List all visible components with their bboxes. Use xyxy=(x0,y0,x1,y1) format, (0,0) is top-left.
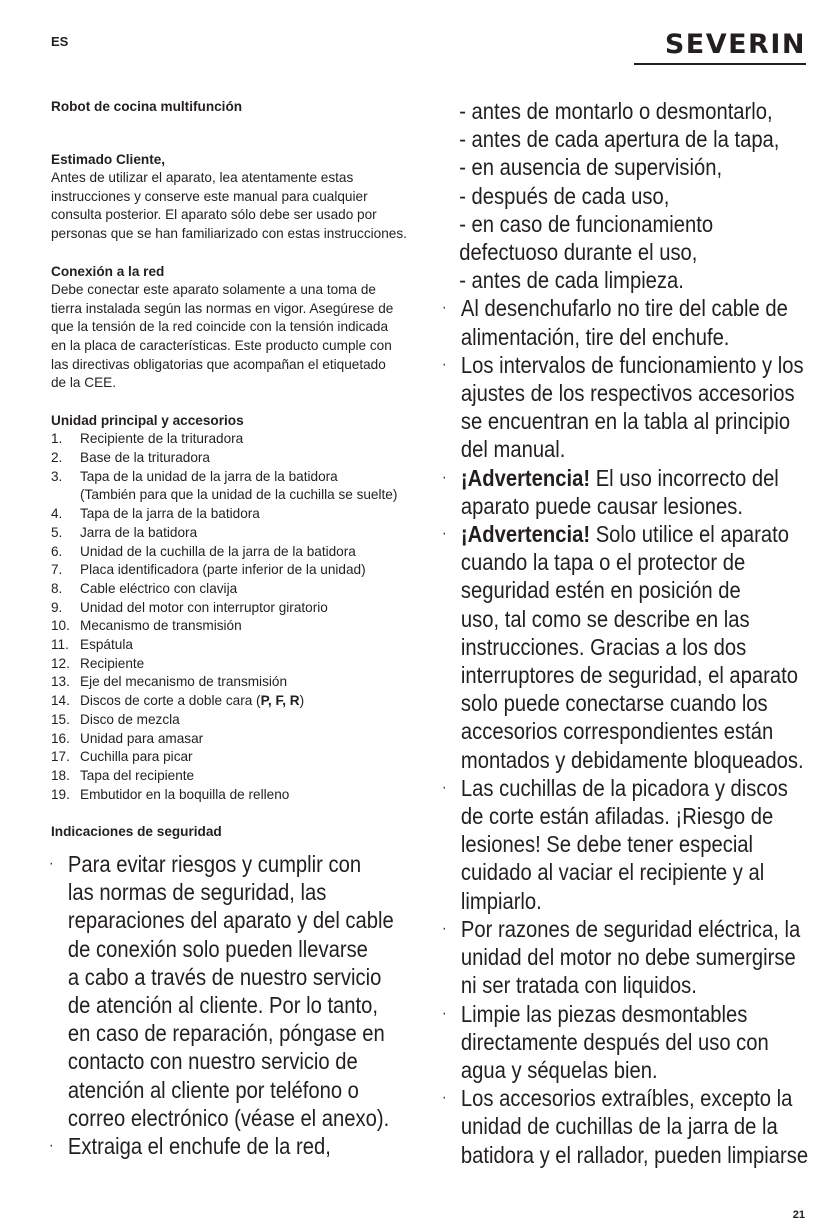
bullet-dot: · xyxy=(442,919,447,937)
bullet-dot: · xyxy=(442,355,447,373)
bullet-text xyxy=(461,294,833,350)
item-text xyxy=(80,580,421,599)
list-item xyxy=(51,561,421,580)
item-text xyxy=(80,748,421,767)
item-number: 6. xyxy=(51,543,63,559)
item-number: 19. xyxy=(51,786,70,802)
safety-heading: Indicaciones de seguridad xyxy=(51,824,222,840)
logo-underline xyxy=(634,63,806,65)
item-label: Tapa de la unidad de la jarra de la batidora (También para que la unidad de la cuchilla se suelte) xyxy=(80,468,398,503)
list-item xyxy=(51,692,421,711)
page-title: Robot de cocina multifunción xyxy=(51,99,243,114)
bullet-item xyxy=(442,464,833,520)
item-number: 14. xyxy=(51,693,70,709)
item-number: 5. xyxy=(51,524,63,540)
item-number: 15. xyxy=(51,711,70,727)
bullet-item xyxy=(49,1132,419,1160)
item-text xyxy=(80,524,421,543)
item-text xyxy=(80,767,421,786)
bullet-dot: · xyxy=(442,525,447,543)
item-label: Espátula xyxy=(80,637,133,653)
item-text xyxy=(80,599,421,618)
item-number: 3. xyxy=(51,468,63,484)
left-bullet-list xyxy=(49,850,419,1160)
item-text xyxy=(80,617,421,636)
list-item xyxy=(51,711,421,730)
left-column xyxy=(51,98,421,842)
brand-logo: SEVERIN xyxy=(664,29,806,60)
item-text xyxy=(80,543,421,562)
item-number: 13. xyxy=(51,674,70,690)
item-number: 16. xyxy=(51,730,70,746)
item-text xyxy=(80,711,421,730)
item-number: 9. xyxy=(51,599,63,615)
bullet-text xyxy=(461,1084,833,1169)
bullet-body: Los accesorios extraíbles, excepto la unidad de cuchillas de la jarra de la batidora y el rallador, pueden limpiarse xyxy=(460,1085,809,1168)
list-item xyxy=(51,599,421,618)
bullet-text xyxy=(68,850,419,1132)
item-label: Eje del mecanismo de transmisión xyxy=(80,674,288,690)
list-item xyxy=(51,730,421,749)
bullet-text xyxy=(461,915,833,1000)
parts-list xyxy=(51,430,421,804)
bullet-body: Para evitar riesgos y cumplir con las normas de seguridad, las reparaciones del aparato y del cable de conexión solo pueden llevarse a cabo a través de nuestro servicio de atención al cliente. Por lo tanto, en caso de reparación, póngase en contacto con nuestro servicio de atención al cliente por teléfono o correo electrónico (véase el anexo). xyxy=(67,851,394,1131)
item-label: Unidad para amasar xyxy=(80,730,204,746)
connection-text: Debe conectar este aparato solamente a una toma de tierra instalada según las normas en vigor. Asegúrese de que la tensión de la red coincide con la tensión indicada en la placa de características. Este producto cumple con las directivas obligatorias que acompañan el etiquetado de la CEE. xyxy=(51,282,394,391)
connection-heading: Conexión a la red xyxy=(51,263,165,279)
bullet-body: Por razones de seguridad eléctrica, la unidad del motor no debe sumergirse ni ser tratada con liquidos. xyxy=(460,915,801,999)
item-label: Jarra de la batidora xyxy=(80,524,198,540)
item-label: Discos de corte a doble cara ( xyxy=(80,693,261,709)
bullet-text xyxy=(461,351,833,464)
item-label: Embutidor en la boquilla de relleno xyxy=(80,786,290,802)
item-label: Tapa del recipiente xyxy=(80,767,195,783)
list-item xyxy=(51,543,421,562)
unplug-conditions: - antes de montarlo o desmontarlo, - antes de cada apertura de la tapa, - en ausencia de supervisión, - después de cada uso, - en caso de funcionamiento defectuoso durante el uso, - antes de cada limpieza. xyxy=(459,98,780,294)
warning-label: ¡Advertencia! xyxy=(460,521,591,548)
list-item xyxy=(51,617,421,636)
bullet-dot: · xyxy=(442,468,447,486)
page-number: 21 xyxy=(792,1209,805,1221)
list-item xyxy=(51,468,421,505)
item-text xyxy=(80,636,421,655)
item-text xyxy=(80,786,421,805)
item-text xyxy=(80,430,421,449)
list-item xyxy=(51,580,421,599)
item-number: 1. xyxy=(51,431,63,447)
item-bold-label: P, F, R xyxy=(260,693,300,709)
bullet-text xyxy=(68,1132,419,1160)
bullet-text xyxy=(461,464,833,520)
item-number: 2. xyxy=(51,450,63,466)
item-text xyxy=(80,468,421,505)
bullet-body: Los intervalos de funcionamiento y los ajustes de los respectivos accesorios se encuentran en la tabla al principio del manual. xyxy=(460,351,804,463)
bullet-item xyxy=(442,294,833,350)
bullet-body: Limpie las piezas desmontables directamente después del uso con agua y séquelas bien. xyxy=(460,1000,769,1083)
item-label: Unidad de la cuchilla de la jarra de la batidora xyxy=(80,543,356,559)
item-label: Unidad del motor con interruptor giratorio xyxy=(80,599,328,615)
bullet-item xyxy=(442,520,833,774)
item-label: Placa identificadora (parte inferior de la unidad) xyxy=(80,562,366,578)
safety-left-bullets xyxy=(49,850,479,1160)
bullet-item xyxy=(442,1000,833,1085)
bullet-dot: · xyxy=(49,1137,54,1155)
bullet-dot: · xyxy=(442,1004,447,1022)
item-label: Cable eléctrico con clavija xyxy=(80,580,238,596)
bullet-item xyxy=(442,774,833,915)
bullet-item xyxy=(442,351,833,464)
bullet-text xyxy=(461,774,833,915)
bullet-dot: · xyxy=(442,778,447,796)
list-item xyxy=(51,786,421,805)
bullet-dot: · xyxy=(442,1089,447,1107)
warning-label: ¡Advertencia! xyxy=(460,464,591,491)
item-number: 4. xyxy=(51,506,63,522)
item-text xyxy=(80,673,421,692)
bullet-text xyxy=(461,520,833,774)
item-number: 18. xyxy=(51,767,70,783)
item-text xyxy=(80,561,421,580)
item-label-suffix: ) xyxy=(299,693,305,709)
item-label: Base de la trituradora xyxy=(80,450,210,466)
item-text xyxy=(80,692,421,711)
bullet-body: El uso incorrecto del aparato puede causar lesiones. xyxy=(460,464,779,519)
bullet-body: Al desenchufarlo no tire del cable de alimentación, tire del enchufe. xyxy=(460,295,788,350)
list-item xyxy=(51,636,421,655)
list-item xyxy=(51,748,421,767)
list-item xyxy=(51,767,421,786)
item-number: 10. xyxy=(51,618,70,634)
bullet-body: Las cuchillas de la picadora y discos de corte están afiladas. ¡Riesgo de lesiones! Se debe tener especial cuidado al vaciar el recipiente y al limpiarlo. xyxy=(460,774,788,914)
bullet-item xyxy=(49,850,419,1132)
item-number: 12. xyxy=(51,655,70,671)
bullet-dot: · xyxy=(49,855,54,872)
greeting-text: Antes de utilizar el aparato, lea atentamente estas instrucciones y conserve este manual para cualquier consulta posterior. El aparato sólo debe ser usado por personas que se han familiarizado con estas instrucciones. xyxy=(51,170,407,241)
greeting-heading: Estimado Cliente, xyxy=(51,151,166,167)
bullet-item xyxy=(442,915,833,1000)
item-text xyxy=(80,449,421,468)
bullet-body: Solo utilice el aparato cuando la tapa o el protector de seguridad estén en posición de uso, tal como se describe en las instrucciones. Gracias a los dos interruptores de seguridad, el aparato solo puede conectarse cuando los accesorios correspondientes están montados y debidamente bloqueados. xyxy=(460,521,804,773)
item-label: Mecanismo de transmisión xyxy=(80,618,242,634)
right-bullet-list xyxy=(442,294,833,1168)
language-code: ES xyxy=(51,34,69,49)
bullet-item xyxy=(442,1084,833,1169)
item-text xyxy=(80,505,421,524)
item-number: 17. xyxy=(51,749,70,765)
item-number: 7. xyxy=(51,562,63,578)
item-number: 8. xyxy=(51,580,63,596)
item-label: Recipiente xyxy=(80,655,145,671)
bullet-dot: · xyxy=(442,299,447,317)
list-item xyxy=(51,655,421,674)
item-text xyxy=(80,655,421,674)
bullet-text xyxy=(461,1000,833,1085)
right-column xyxy=(442,97,839,1169)
list-item xyxy=(51,524,421,543)
list-item xyxy=(51,673,421,692)
item-label: Tapa de la jarra de la batidora xyxy=(80,506,260,522)
list-item xyxy=(51,430,421,449)
bullet-body: Extraiga el enchufe de la red, xyxy=(67,1133,331,1160)
item-text xyxy=(80,730,421,749)
parts-heading: Unidad principal y accesorios xyxy=(51,412,244,428)
item-label: Cuchilla para picar xyxy=(80,749,193,765)
item-number: 11. xyxy=(51,637,69,653)
item-label: Recipiente de la trituradora xyxy=(80,431,244,447)
list-item xyxy=(51,505,421,524)
item-label: Disco de mezcla xyxy=(80,711,180,727)
list-item xyxy=(51,449,421,468)
